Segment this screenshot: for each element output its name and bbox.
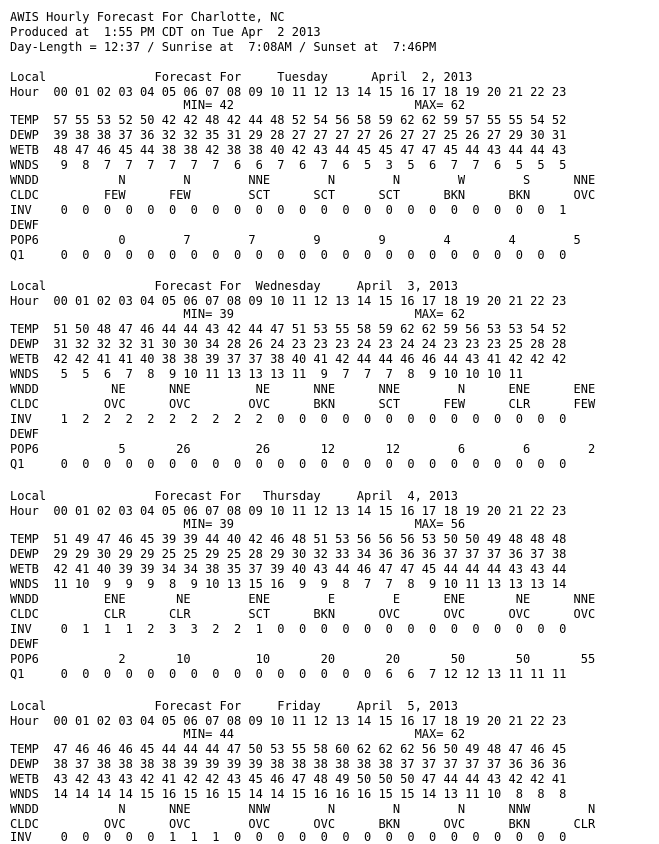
dewp-row: DEWP 38 37 38 38 38 38 39 39 39 39 38 38 38 38 38 38 37 37 37 37 37 36 36 36 (10, 757, 567, 771)
temp-row: TEMP 51 49 47 46 45 39 39 44 40 42 46 48 51 53 56 56 56 53 50 50 49 48 48 48 (10, 532, 567, 546)
wndd-row: WNDD NE NNE NE NNE NNE N ENE ENE (10, 382, 596, 396)
pop6-row: POP6 5 26 26 12 12 6 6 2 (10, 442, 596, 456)
pop6-row: POP6 0 7 7 9 9 4 4 5 (10, 233, 581, 247)
dewf-row: DEWF (10, 637, 39, 651)
hour-row: Hour 00 01 02 03 04 05 06 07 08 09 10 11 12 13 14 15 16 17 18 19 20 21 22 23 (10, 504, 567, 518)
hour-row: Hour 00 01 02 03 04 05 06 07 08 09 10 11 12 13 14 15 16 17 18 19 20 21 22 23 (10, 85, 567, 99)
wndd-row: WNDD N N NNE N N W S NNE (10, 173, 596, 187)
dewp-row: DEWP 31 32 32 32 31 30 30 34 28 26 24 23 23 23 24 23 24 24 23 23 23 25 28 28 (10, 337, 567, 351)
wetb-row: WETB 43 42 43 43 42 41 42 42 43 45 46 47 48 49 50 50 50 47 44 44 43 42 42 41 (10, 772, 567, 786)
day-local-line: Local Forecast For Friday April 5, 2013 (10, 699, 458, 713)
q1-row: Q1 0 0 0 0 0 0 0 0 0 0 0 0 0 0 0 0 0 0 0 0 0 0 0 0 (10, 248, 567, 262)
minmax-row: MIN= 42 MAX= 62 (10, 98, 466, 112)
produced-line: Produced at 1:55 PM CDT on Tue Apr 2 2013 (10, 25, 321, 39)
inv-row: INV 0 1 1 1 2 3 3 2 2 1 0 0 0 0 0 0 0 0 0 0 0 0 0 0 (10, 622, 567, 636)
inv-row: INV 0 0 0 0 0 1 1 1 0 0 0 0 0 0 0 0 0 0 0 0 0 0 0 0 (10, 830, 567, 844)
hour-row: Hour 00 01 02 03 04 05 06 07 08 09 10 11 12 13 14 15 16 17 18 19 20 21 22 23 (10, 714, 567, 728)
temp-row: TEMP 51 50 48 47 46 44 44 43 42 44 47 51 53 55 58 59 62 62 59 56 53 53 54 52 (10, 322, 567, 336)
day-local-line: Local Forecast For Thursday April 4, 2013 (10, 489, 458, 503)
wndd-row: WNDD ENE NE ENE E E ENE NE NNE (10, 592, 596, 606)
wnds-row: WNDS 14 14 14 14 15 16 15 16 15 14 14 15 16 16 16 15 15 14 13 11 10 8 8 8 (10, 787, 567, 801)
cldc-row: CLDC OVC OVC OVC OVC BKN OVC BKN CLR (10, 817, 596, 831)
minmax-row: MIN= 39 MAX= 56 (10, 517, 466, 531)
hour-row: Hour 00 01 02 03 04 05 06 07 08 09 10 11 12 13 14 15 16 17 18 19 20 21 22 23 (10, 294, 567, 308)
pop6-row: POP6 2 10 10 20 20 50 50 55 (10, 652, 596, 666)
day-local-line: Local Forecast For Tuesday April 2, 2013 (10, 70, 473, 84)
cldc-row: CLDC CLR CLR SCT BKN OVC OVC OVC OVC (10, 607, 596, 621)
day-local-line: Local Forecast For Wednesday April 3, 2013 (10, 279, 458, 293)
report-title: AWIS Hourly Forecast For Charlotte, NC (10, 10, 285, 24)
wndd-row: WNDD N NNE NNW N N N NNW N (10, 802, 596, 816)
wetb-row: WETB 48 47 46 45 44 38 38 42 38 38 40 42 43 44 45 45 47 47 45 44 43 44 44 43 (10, 143, 567, 157)
q1-row: Q1 0 0 0 0 0 0 0 0 0 0 0 0 0 0 0 0 0 0 0 0 0 0 0 0 (10, 457, 567, 471)
inv-row: INV 1 2 2 2 2 2 2 2 2 2 0 0 0 0 0 0 0 0 0 0 0 0 0 0 (10, 412, 567, 426)
temp-row: TEMP 57 55 53 52 50 42 42 48 42 44 48 52 54 56 58 59 62 62 59 57 55 55 54 52 (10, 113, 567, 127)
dewp-row: DEWP 39 38 38 37 36 32 32 35 31 29 28 27 27 27 27 26 27 27 25 26 27 29 30 31 (10, 128, 567, 142)
cldc-row: CLDC FEW FEW SCT SCT SCT BKN BKN OVC (10, 188, 596, 202)
wnds-row: WNDS 5 5 6 7 8 9 10 11 13 13 13 11 9 7 7 7 8 9 10 10 10 11 (10, 367, 523, 381)
wnds-row: WNDS 11 10 9 9 9 8 9 10 13 15 16 9 9 8 7 7 8 9 10 11 13 13 13 14 (10, 577, 567, 591)
dewf-row: DEWF (10, 427, 39, 441)
wetb-row: WETB 42 41 40 39 39 34 34 38 35 37 39 40 43 44 46 47 47 45 44 44 44 43 43 44 (10, 562, 567, 576)
inv-row: INV 0 0 0 0 0 0 0 0 0 0 0 0 0 0 0 0 0 0 0 0 0 0 0 1 (10, 203, 567, 217)
wnds-row: WNDS 9 8 7 7 7 7 7 7 6 6 7 6 7 6 5 3 5 6 7 7 6 5 5 5 (10, 158, 567, 172)
temp-row: TEMP 47 46 46 46 45 44 44 44 47 50 53 55 58 60 62 62 62 56 50 49 48 47 46 45 (10, 742, 567, 756)
dewp-row: DEWP 29 29 30 29 29 25 25 29 25 28 29 30 32 33 34 36 36 36 37 37 37 36 37 38 (10, 547, 567, 561)
minmax-row: MIN= 44 MAX= 62 (10, 727, 466, 741)
cldc-row: CLDC OVC OVC OVC BKN SCT FEW CLR FEW (10, 397, 596, 411)
q1-row: Q1 0 0 0 0 0 0 0 0 0 0 0 0 0 0 0 6 6 7 12 12 13 11 11 11 (10, 667, 567, 681)
daylength-line: Day-Length = 12:37 / Sunrise at 7:08AM / Sunset at 7:46PM (10, 40, 437, 54)
wetb-row: WETB 42 42 41 41 40 38 38 39 37 37 38 40 41 42 44 44 46 46 44 43 41 42 42 42 (10, 352, 567, 366)
dewf-row: DEWF (10, 218, 39, 232)
minmax-row: MIN= 39 MAX= 62 (10, 307, 466, 321)
